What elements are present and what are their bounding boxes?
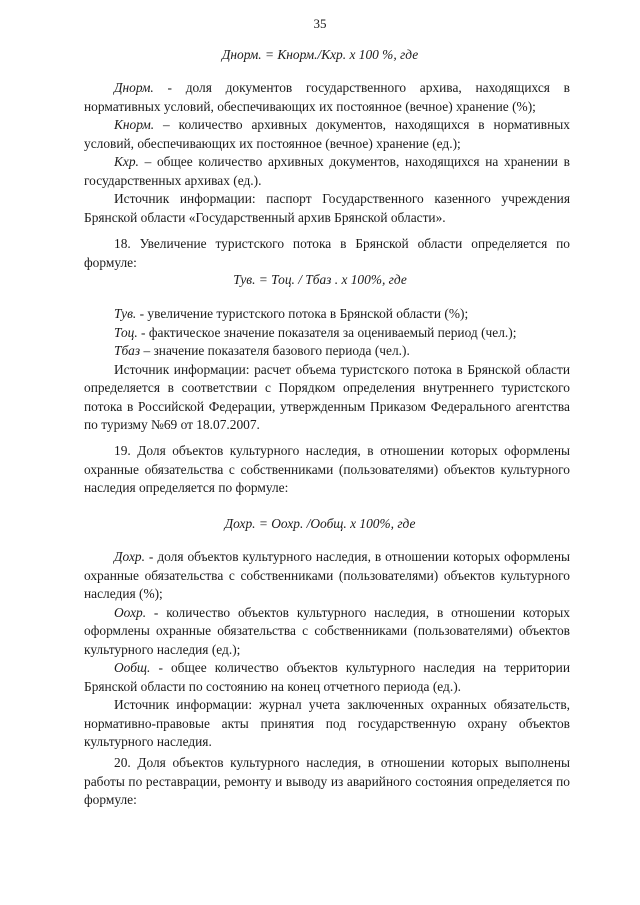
term: Тбаз — [114, 343, 141, 358]
definition-tbaz — [84, 342, 570, 361]
tourism-definitions — [84, 305, 570, 435]
definition-knorm — [84, 116, 570, 153]
term: Днорм. — [114, 80, 154, 95]
definition-text: - фактическое значение показателя за оцениваемый период (чел.); — [137, 324, 517, 340]
definition-dnorm — [84, 79, 570, 116]
definition-oobsh — [84, 659, 570, 696]
definition-text: - доля объектов культурного наследия, в отношении которых оформлены охранные обязательства с собственниками (пользователями) объектов культурного наследия (%); — [84, 549, 570, 601]
definition-text: - доля документов государственного архива, находящихся в нормативных условий, обеспечивающих их постоянное (вечное) хранение (%); — [84, 80, 570, 114]
term: Дохр. — [114, 549, 145, 564]
definition-oohr — [84, 604, 570, 660]
item-19-intro — [84, 442, 570, 498]
term: Оохр. — [114, 604, 147, 620]
definition-text: – общее количество архивных документов, находящихся на хранении в государственных архивах (ед.). — [84, 154, 570, 188]
definition-text: - увеличение туристского потока в Брянской области (%); — [136, 306, 469, 321]
term: Тоц. — [114, 324, 138, 340]
term: Кнорм. — [114, 117, 155, 132]
source-archive: Источник информации: паспорт Государственного казенного учреждения Брянской области «Государственный архив Брянской области». — [84, 191, 570, 225]
formula-archive-share: Днорм. = Кнорм./Кхр. х 100 %, где — [221, 47, 419, 62]
term: Ообщ. — [114, 660, 151, 675]
item-19-text: 19. Доля объектов культурного наследия, в отношении которых оформлены охранные обязательства с собственниками (пользователями) объектов культурного наследия определяется по формуле: — [84, 443, 570, 495]
heritage-definitions — [84, 548, 570, 752]
archive-definitions — [84, 79, 570, 227]
formula-heritage-protection: Дохр. = Оохр. /Ообщ. х 100%, где — [224, 516, 416, 531]
item-18-text: 18. Увеличение туристского потока в Брянской области определяется по формуле: — [84, 236, 570, 270]
item-20-text: 20. Доля объектов культурного наследия, в отношении которых выполнены работы по реставрации, ремонту и выводу из аварийного состояния определяется по формуле: — [84, 755, 570, 807]
definition-toc — [84, 324, 570, 343]
source-heritage: Источник информации: журнал учета заключенных охранных обязательств, нормативно-правовые акты принятия под государственную охрану объектов культурного наследия. — [84, 697, 570, 749]
definition-dohr — [84, 548, 570, 604]
term: Тув. — [114, 306, 137, 321]
item-20-intro — [84, 754, 570, 810]
definition-khr — [84, 153, 570, 190]
term: Кхр. — [114, 154, 139, 169]
definition-text: - общее количество объектов культурного наследия на территории Брянской области по состоянию на конец отчетного периода (ед.). — [84, 660, 570, 694]
source-tourism: Источник информации: расчет объема туристского потока в Брянской области определяется в соответствии с Порядком определения внутреннего туристского потока в Российской Федерации, утвержденным Приказом Федерального агентства по туризму №69 от 18.07.2007. — [84, 361, 570, 432]
definition-text: – значение показателя базового периода (чел.). — [140, 343, 410, 358]
definition-text: – количество архивных документов, находящихся в нормативных условий, обеспечивающих их постоянное (вечное) хранение (ед.); — [84, 117, 570, 151]
item-18-intro — [84, 235, 570, 272]
formula-tourism: Тув. = Тоц. / Тбаз . х 100%, где — [233, 272, 407, 287]
page-number: 35 — [313, 16, 327, 31]
definition-text: - количество объектов культурного наследия, в отношении которых оформлены охранные обязательства с собственниками (пользователями) объектов культурного наследия (ед.); — [84, 604, 570, 657]
definition-tuv — [84, 305, 570, 324]
